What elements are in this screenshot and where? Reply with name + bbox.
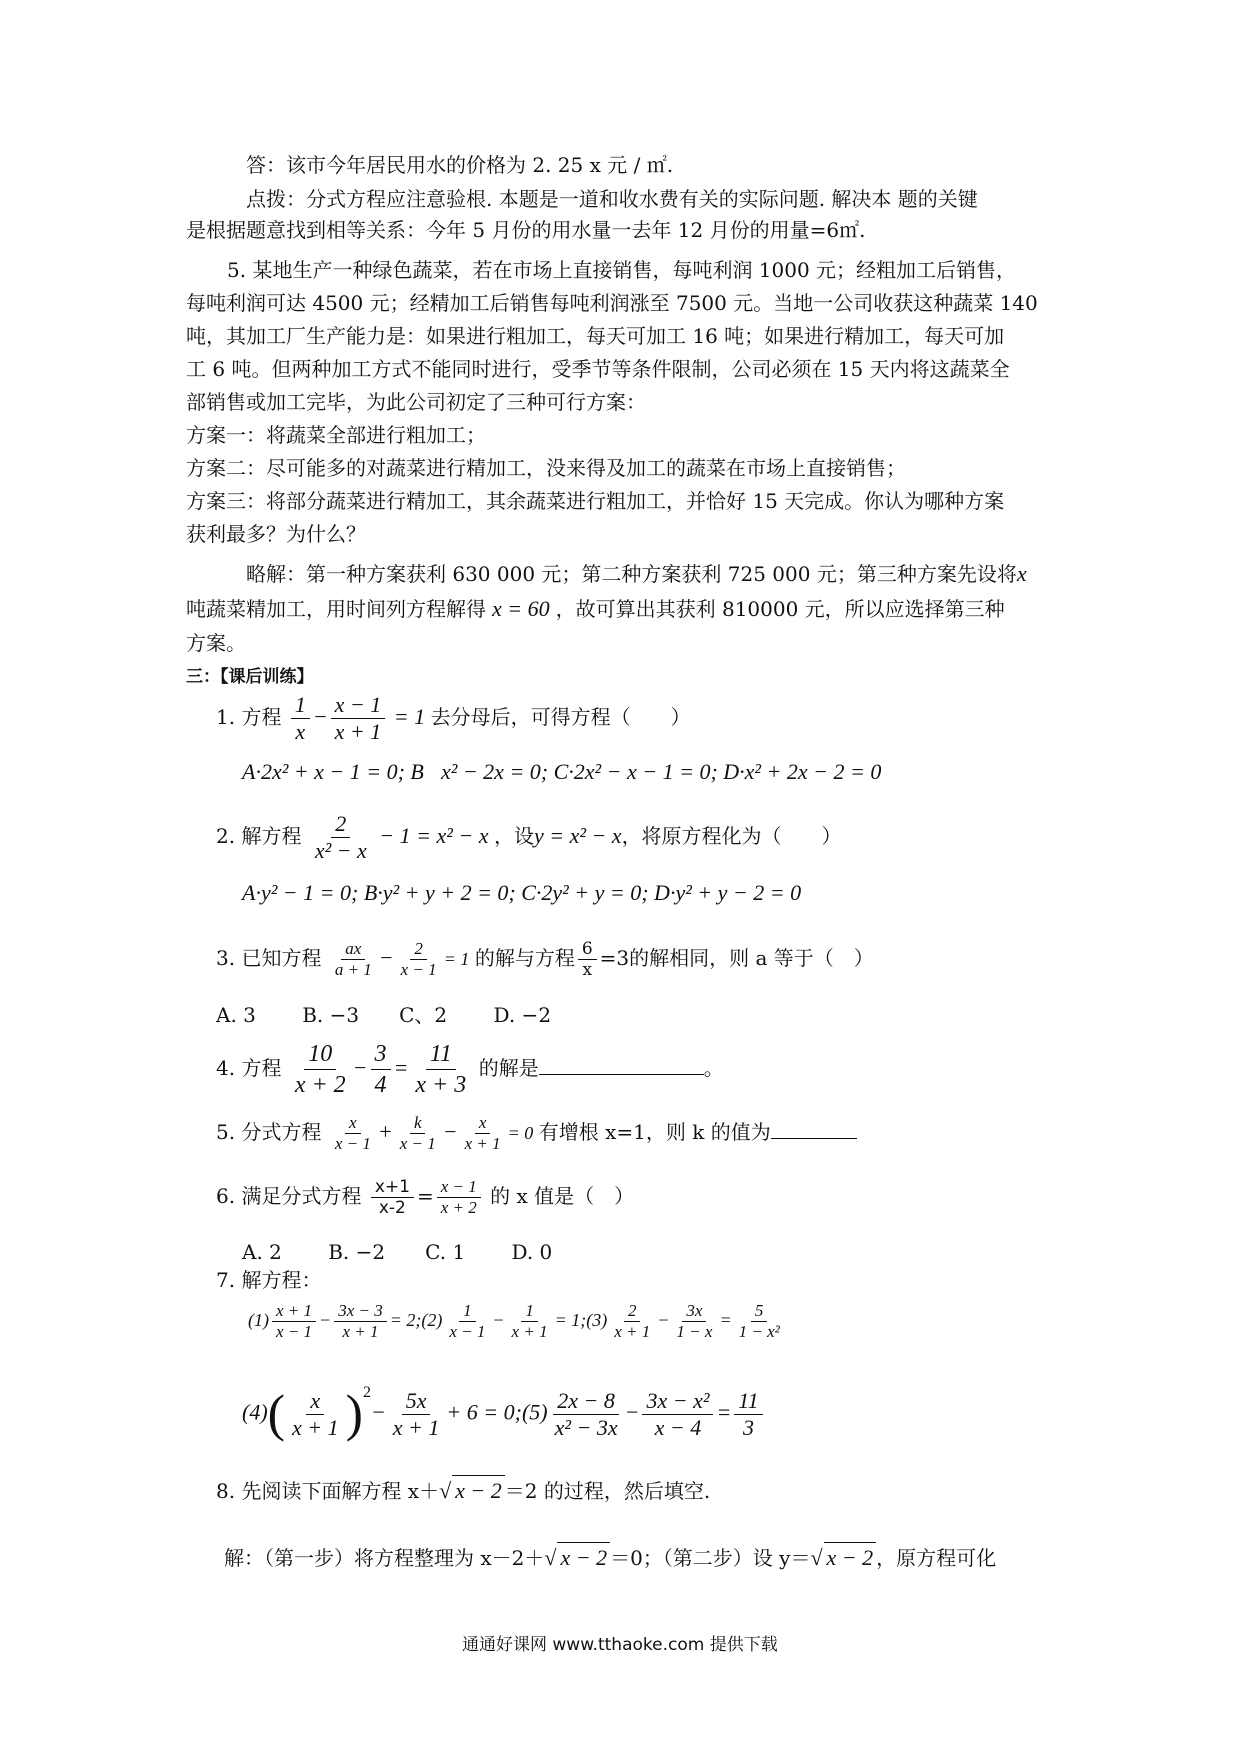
q7-p5-f2-num: 3x − x² — [642, 1388, 713, 1415]
q7-p4-left-paren: ( — [267, 1385, 285, 1443]
q6-f2-den: x + 2 — [440, 1198, 477, 1218]
q5-tail: 有增根 x=1，则 k 的值为 — [538, 1120, 771, 1144]
q3-f2-num: 2 — [410, 939, 427, 960]
brief-text-1: 略解：第一种方案获利 630 000 元；第二种方案获利 725 000 元；第三种方案先设将 — [246, 562, 1017, 586]
q7-p1-eq: = 2; — [389, 1310, 422, 1330]
q7-p3-f3-num: 5 — [751, 1301, 768, 1322]
brief-line-1 — [246, 559, 1027, 589]
q7-p2-fraction-1 — [445, 1301, 489, 1342]
q1-f2-den: x + 1 — [334, 719, 382, 745]
q6-fraction-2 — [437, 1177, 481, 1218]
q7-p4-label: (4) — [242, 1399, 268, 1425]
q7-p2-f1-num: 1 — [459, 1301, 476, 1322]
q8-radicand: x − 2 — [452, 1475, 505, 1506]
q4-f2-num: 3 — [371, 1039, 391, 1070]
sol-sqrt-icon-1: √ — [544, 1545, 557, 1570]
q7-p3-f1-den: x + 1 — [614, 1322, 651, 1342]
q4-fraction-3 — [411, 1039, 470, 1100]
q2-sub: y = x² − x — [533, 823, 622, 848]
q1-f1-den: x — [295, 719, 306, 745]
q7-p3-f1-num: 2 — [624, 1301, 641, 1322]
page-footer: 通通好课网 www.tthaoke.com 提供下载 — [462, 1635, 778, 1655]
hint-line-2: 是根据题意找到相等关系：今年 5 月份的用水量一去年 12 月份的用量=6㎡. — [186, 218, 866, 242]
plan-2: 方案二：尽可能多的对蔬菜进行精加工，没来得及加工的蔬菜在市场上直接销售； — [186, 456, 906, 480]
q7-p2-f1-den: x − 1 — [449, 1322, 486, 1342]
q1-f1-num: 1 — [291, 692, 310, 719]
q3-f1-num: ax — [341, 939, 365, 960]
q7-p5-f3-den: 3 — [742, 1414, 754, 1440]
problem5-line-4: 工 6 吨。但两种加工方式不能同时进行，受季节等条件限制，公司必须在 15 天内将这蔬菜全 — [186, 357, 1010, 381]
q4-tail-a: 的解是 — [478, 1056, 539, 1080]
q6-f1-num: x+1 — [371, 1177, 414, 1198]
q7-p5-fraction-3 — [734, 1388, 762, 1441]
q7-p1-f1-den: x − 1 — [276, 1322, 313, 1342]
q4-f2-den: 4 — [374, 1072, 387, 1099]
q7-p1-label: (1) — [248, 1310, 269, 1330]
q1-eq: = 1 — [393, 704, 426, 729]
q3-mid: 的解与方程 — [474, 946, 575, 970]
q7-p4-right-paren: ) — [345, 1385, 363, 1443]
q4-f3-den: x + 3 — [415, 1072, 467, 1099]
q4-fraction-2 — [371, 1039, 391, 1100]
q5-f1-num: x — [345, 1113, 361, 1134]
q7-p2-label: (2) — [421, 1310, 443, 1330]
brief-line-3: 方案。 — [186, 631, 246, 655]
q6-options: A. 2 B. −2 C. 1 D. 0 — [242, 1240, 553, 1264]
question-6: 6. 满足分式方程 $\frac{x+1}{x-2}$ = $\frac{x - 1}{x + 2}$ 的 x 值是（ ） — [216, 1177, 635, 1218]
q3-label: 3. 已知方程 — [216, 946, 322, 970]
q6-fraction-1 — [371, 1177, 414, 1218]
q2-f-num: 2 — [331, 811, 350, 838]
q7-p5-label: (5) — [521, 1399, 548, 1425]
q3-eq2: =3 — [599, 946, 630, 970]
q3-fraction-1 — [331, 939, 376, 980]
brief-line-2 — [186, 594, 1005, 624]
question-1: 1. 方程 $\frac{1}{x}$ − $\frac{x - 1}{x + 1}$ = 1 去分母后，可得方程（ ） — [216, 692, 691, 745]
q1-fraction-2 — [331, 692, 386, 745]
q7-p4-fraction-2 — [389, 1388, 444, 1441]
sol-radicand-2: x − 2 — [824, 1542, 877, 1573]
q1-f2-num: x − 1 — [331, 692, 386, 719]
q2-f-den: x² − x — [314, 838, 367, 864]
q7-p5-f2-den: x − 4 — [654, 1414, 702, 1440]
question-2 — [216, 806, 842, 866]
q6-label: 6. 满足分式方程 — [216, 1184, 362, 1208]
q3-f3-den: x — [582, 960, 593, 980]
q3-f2-den: x − 1 — [400, 960, 437, 980]
sol-text-a: 解：（第一步）将方程整理为 x－2＋ — [224, 1546, 545, 1570]
question-5: 5. 分式方程 $\frac{x}{x - 1}$ + $\frac{k}{x - 1}$ − $\frac{x}{x + 1}$ = 0 有增根 x=1，则 k 的值为 — [216, 1102, 857, 1163]
q1-fraction-1 — [291, 692, 310, 745]
q7-p4-exponent: 2 — [362, 1384, 371, 1401]
q8-sqrt-icon: √ — [439, 1478, 452, 1503]
q5-f1-den: x − 1 — [334, 1134, 371, 1154]
q7-p2-f2-den: x + 1 — [511, 1322, 548, 1342]
sol-text-c: ，原方程可化 — [876, 1546, 997, 1570]
q3-eq: = 1 — [443, 949, 470, 969]
q7-p2-fraction-2 — [508, 1301, 552, 1342]
q2-options: A·y² − 1 = 0; B·y² + y + 2 = 0; C·2y² + y = 0; D·y² + y − 2 = 0 — [242, 880, 802, 905]
q1-label: 1. 方程 — [216, 705, 282, 729]
question-3: 3. 已知方程 $\frac{ax}{a + 1}$ − $\frac{2}{x - 1}$ = 1 的解与方程 $\frac{6}{x}$ =3的解相同，则 a 等于（ ） — [216, 939, 874, 980]
answer-line: 答：该市今年居民用水的价格为 2. 25 x 元 / ㎡. — [246, 153, 674, 177]
q3-options: A. 3 B. −3 C、2 D. −2 — [216, 1003, 552, 1027]
q7-p5-fraction-2 — [642, 1388, 713, 1441]
q7-p1-f2-num: 3x − 3 — [334, 1301, 387, 1322]
q7-p5-f3-num: 11 — [734, 1388, 762, 1415]
q7-p3-f2-num: 3x — [682, 1301, 706, 1322]
question-7: 7. 解方程： — [216, 1268, 322, 1292]
q7-p4-f2-den: x + 1 — [392, 1414, 440, 1440]
q2-tail-b: ，将原方程化为（ ） — [621, 824, 842, 848]
q5-f3-num: x — [475, 1113, 491, 1134]
q7-p5-fraction-1 — [551, 1388, 622, 1441]
q7-p3-label: (3) — [586, 1310, 608, 1330]
q6-f1-den: x-2 — [378, 1198, 406, 1218]
q7-p2-f2-num: 1 — [521, 1301, 538, 1322]
q7-p3-fraction-3 — [735, 1301, 784, 1342]
q7-p5-f1-num: 2x − 8 — [553, 1388, 619, 1415]
q5-fraction-1 — [331, 1113, 375, 1154]
problem5-line-3: 吨，其加工厂生产能力是：如果进行粗加工，每天可加工 16 吨；如果进行精加工，每天可加 — [186, 324, 1005, 348]
q6-tail: 的 x 值是（ ） — [490, 1184, 635, 1208]
q2-fraction — [311, 811, 371, 864]
q7-p1-f2-den: x + 1 — [342, 1322, 379, 1342]
q7-p3-fraction-2 — [672, 1301, 716, 1342]
q7-p2-eq: = 1; — [554, 1310, 587, 1330]
plan-question: 获利最多？为什么？ — [186, 522, 366, 546]
q7-p3-fraction-1 — [610, 1301, 654, 1342]
plan-1: 方案一：将蔬菜全部进行粗加工； — [186, 423, 486, 447]
q5-fraction-2 — [396, 1113, 440, 1154]
q8-label: 8. 先阅读下面解方程 x＋ — [216, 1479, 440, 1503]
problem5-line-1: 5. 某地生产一种绿色蔬菜，若在市场上直接销售，每吨利润 1000 元；经粗加工后销售， — [227, 258, 1017, 282]
q2-mid: − 1 = x² − x — [379, 823, 489, 848]
brief-eq: x = 60 — [492, 596, 550, 621]
q3-fraction-3 — [578, 939, 597, 980]
q5-fraction-3 — [461, 1113, 505, 1154]
q5-label: 5. 分式方程 — [216, 1120, 322, 1144]
q7-row-2: (4)( $\frac{x}{x + 1}$ )$^2$− $\frac{5x}{x + 1}$ + 6 = 0;(5) $\frac{2x - 8}{\text{x² − 3x}}$ − $\frac{\text{3x − x²}}{x - 4}$ = $\frac{11}{3}$ — [242, 1372, 766, 1449]
solution-line — [224, 1542, 996, 1573]
q4-f1-den: x + 2 — [294, 1072, 346, 1099]
q7-p1-fraction-2 — [334, 1301, 387, 1342]
q7-p1-f1-num: x + 1 — [272, 1301, 316, 1322]
q5-answer-blank[interactable] — [771, 1138, 857, 1139]
question-4: 4. 方程 $\frac{10}{x + 2}$ − $\frac{3}{4}$ = $\frac{11}{x + 3}$ 的解是 。 — [216, 1041, 724, 1099]
q2-tail-a: ，设 — [493, 824, 534, 848]
q7-p3-f2-den: 1 − x — [676, 1322, 713, 1342]
q3-f1-den: a + 1 — [334, 960, 372, 980]
sol-text-b: ＝0；（第二步）设 y＝ — [610, 1546, 811, 1570]
q7-p5-f1-den: x² − 3x — [554, 1414, 618, 1440]
hint-line-1: 点拨：分式方程应注意验根. 本题是一道和收水费有关的实际问题. 解决本 题的关键 — [246, 187, 978, 211]
problem5-line-5: 部销售或加工完毕，为此公司初定了三种可行方案： — [186, 390, 646, 414]
section-title: 三：【课后训练】 — [186, 667, 314, 687]
q7-p4-f2-num: 5x — [402, 1388, 431, 1415]
q4-tail-b: 。 — [703, 1056, 724, 1080]
q5-f2-den: x − 1 — [399, 1134, 436, 1154]
question-8 — [216, 1475, 710, 1506]
q8-tail: ＝2 的过程，然后填空. — [504, 1479, 711, 1503]
q4-f1-num: 10 — [304, 1039, 336, 1070]
plan-3: 方案三：将部分蔬菜进行精加工，其余蔬菜进行粗加工，并恰好 15 天完成。你认为哪种方案 — [186, 489, 1005, 513]
q7-p4-fraction-1 — [288, 1388, 343, 1441]
q5-f3-den: x + 1 — [464, 1134, 501, 1154]
q1-options: A·2x² + x − 1 = 0; B⃞x² − 2x = 0; C·2x² − x − 1 = 0; D·x² + 2x − 2 = 0 — [242, 759, 882, 784]
q6-f2-num: x − 1 — [437, 1177, 481, 1198]
q2-label: 2. 解方程 — [216, 824, 302, 848]
q4-fraction-1 — [291, 1039, 350, 1100]
q7-p4-f-num: x — [306, 1388, 324, 1415]
q4-answer-blank[interactable] — [539, 1074, 704, 1075]
sol-sqrt-icon-2: √ — [810, 1545, 823, 1570]
q1-tail: 去分母后，可得方程（ ） — [430, 705, 691, 729]
q5-eq: = 0 — [507, 1123, 534, 1143]
q5-f2-num: k — [410, 1113, 426, 1134]
q7-p4-eq: + 6 = 0; — [446, 1399, 522, 1425]
brief-var: x — [1016, 561, 1027, 586]
q7-row-1: (1) $\frac{x + 1}{x - 1}$ − $\frac{3x - 3}{x + 1}$ = 2;(2) $\frac{1}{x - 1}$ − $\frac{1}{x + 1}$ = 1;(3) $\frac{2}{x + 1}$ − $\frac{3x}{1 - x}$ = $\frac{5}{\text{1 − x²}}$ — [248, 1292, 787, 1348]
sol-radicand-1: x − 2 — [557, 1542, 610, 1573]
q3-fraction-2 — [397, 939, 441, 980]
q3-f3-num: 6 — [578, 939, 597, 960]
brief-text-2b: ，故可算出其获利 810000 元，所以应选择第三种 — [555, 597, 1005, 621]
q3-tail: 的解相同，则 a 等于（ ） — [629, 946, 874, 970]
q4-label: 4. 方程 — [216, 1056, 282, 1080]
q7-p1-fraction-1 — [272, 1301, 316, 1342]
q7-p4-f-den: x + 1 — [291, 1414, 339, 1440]
q7-p3-f3-den: 1 − x² — [738, 1322, 780, 1342]
problem5-line-2: 每吨利润可达 4500 元；经精加工后销售每吨利润涨至 7500 元。当地一公司收获这种蔬菜 140 — [186, 291, 1038, 315]
q4-f3-num: 11 — [426, 1039, 456, 1070]
brief-text-2a: 吨蔬菜精加工，用时间列方程解得 — [186, 597, 486, 621]
